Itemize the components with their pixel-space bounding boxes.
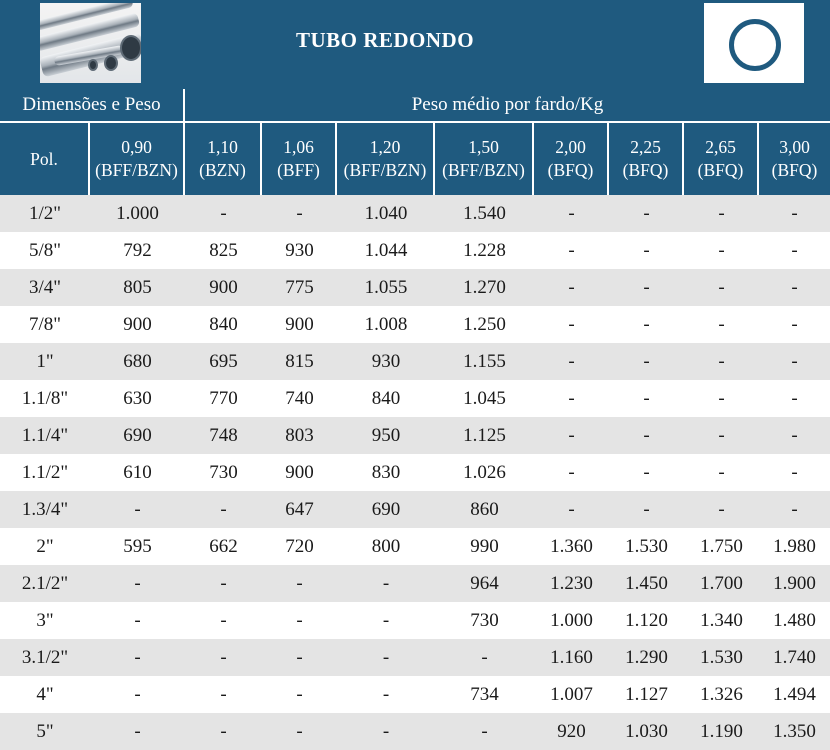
table-cell: 647 [262, 491, 337, 528]
table-cell: 1.450 [609, 565, 684, 602]
column-header-line1: 2,25 [630, 137, 661, 157]
table-cell: - [185, 713, 262, 750]
row-dimension-cell: 5/8" [0, 232, 90, 269]
circle-icon [729, 19, 781, 71]
table-cell: 730 [185, 454, 262, 491]
table-cell: - [684, 269, 759, 306]
table-cell: 990 [435, 528, 534, 565]
table-cell: - [90, 676, 185, 713]
table-cell: - [609, 232, 684, 269]
table-cell: - [262, 713, 337, 750]
column-header-line1: 1,50 [468, 137, 499, 157]
table-cell: 1.326 [684, 676, 759, 713]
table-cell: - [684, 343, 759, 380]
table-cell: 1.230 [534, 565, 609, 602]
table-cell: 690 [90, 417, 185, 454]
table-cell: - [684, 232, 759, 269]
table-cell: - [90, 565, 185, 602]
table-cell: 830 [337, 454, 435, 491]
table-cell: 1.750 [684, 528, 759, 565]
table-cell: 630 [90, 380, 185, 417]
table-cell: - [684, 491, 759, 528]
table-cell: - [759, 417, 830, 454]
table-cell: - [534, 195, 609, 232]
row-dimension-cell: 1.1/8" [0, 380, 90, 417]
weight-header: Peso médio por fardo/Kg [185, 89, 830, 123]
row-dimension-cell: 3.1/2" [0, 639, 90, 676]
row-dimension-cell: 1.3/4" [0, 491, 90, 528]
column-header-line1: 3,00 [779, 137, 810, 157]
column-header-line2: (BZN) [199, 160, 246, 180]
table-cell: - [185, 676, 262, 713]
table-cell: - [90, 713, 185, 750]
column-header-line2: (BFF/BZN) [442, 160, 525, 180]
column-header-line2: (BFF) [277, 160, 320, 180]
column-header-line2: (BFQ) [622, 160, 669, 180]
table-cell: - [262, 602, 337, 639]
table-cell: 900 [262, 454, 337, 491]
table-cell: - [185, 602, 262, 639]
table-cell: 792 [90, 232, 185, 269]
table-cell: 900 [185, 269, 262, 306]
table-cell: 815 [262, 343, 337, 380]
table-cell: - [609, 454, 684, 491]
table-cell: - [185, 639, 262, 676]
table-cell: 1.190 [684, 713, 759, 750]
row-dimension-cell: 1" [0, 343, 90, 380]
column-header-line1: Pol. [30, 148, 58, 169]
table-cell: - [435, 713, 534, 750]
table-cell: 900 [262, 306, 337, 343]
page-title: TUBO REDONDO [295, 28, 475, 52]
table-cell: 595 [90, 528, 185, 565]
table-cell: - [534, 343, 609, 380]
table-cell: - [534, 269, 609, 306]
table-cell: 1.900 [759, 565, 830, 602]
column-header-line1: 1,20 [369, 137, 401, 157]
table-cell: - [90, 602, 185, 639]
table-cell: - [759, 195, 830, 232]
table-cell: - [262, 565, 337, 602]
column-header-line1: 1,10 [207, 137, 238, 157]
dimensions-header: Dimensões e Peso [0, 89, 185, 123]
table-cell: 730 [435, 602, 534, 639]
column-header-line1: 2,00 [555, 137, 586, 157]
table-cell: - [609, 417, 684, 454]
table-cell: - [609, 380, 684, 417]
table-cell: - [435, 639, 534, 676]
table-cell: - [534, 232, 609, 269]
table-cell: 950 [337, 417, 435, 454]
table-cell: - [337, 602, 435, 639]
table-cell: 720 [262, 528, 337, 565]
table-cell: - [534, 306, 609, 343]
row-dimension-cell: 2.1/2" [0, 565, 90, 602]
table-cell: 1.030 [609, 713, 684, 750]
table-cell: 1.540 [435, 195, 534, 232]
table-cell: - [609, 269, 684, 306]
table-cell: 1.044 [337, 232, 435, 269]
table-cell: - [185, 195, 262, 232]
table-cell: - [759, 491, 830, 528]
table-cell: 825 [185, 232, 262, 269]
table-cell: - [337, 713, 435, 750]
table-cell: - [759, 343, 830, 380]
row-dimension-cell: 3/4" [0, 269, 90, 306]
table-cell: - [684, 454, 759, 491]
table-cell: 1.120 [609, 602, 684, 639]
column-header-0 [0, 123, 90, 195]
table-cell: - [684, 417, 759, 454]
table-cell: 1.360 [534, 528, 609, 565]
table-cell: - [609, 306, 684, 343]
table-cell: 690 [337, 491, 435, 528]
row-dimension-cell: 1.1/4" [0, 417, 90, 454]
column-header-line2: (BFQ) [697, 160, 744, 180]
table-cell: 680 [90, 343, 185, 380]
row-dimension-cell: 1/2" [0, 195, 90, 232]
table-cell: 1.000 [534, 602, 609, 639]
table-cell: 930 [337, 343, 435, 380]
row-dimension-cell: 2" [0, 528, 90, 565]
title-banner [0, 0, 830, 89]
column-header-6 [534, 123, 609, 195]
column-header-line2: (BFF/BZN) [95, 160, 178, 180]
table-cell: - [534, 491, 609, 528]
table-cell: - [90, 491, 185, 528]
table-cell: 1.228 [435, 232, 534, 269]
table-cell: 1.007 [534, 676, 609, 713]
table-cell: 1.980 [759, 528, 830, 565]
table-cell: 662 [185, 528, 262, 565]
table-cell: - [534, 380, 609, 417]
table-cell: 1.008 [337, 306, 435, 343]
table-cell: 1.270 [435, 269, 534, 306]
column-header-line2: (BFQ) [547, 160, 594, 180]
table-cell: 770 [185, 380, 262, 417]
table-cell: 1.125 [435, 417, 534, 454]
table-cell: 964 [435, 565, 534, 602]
row-dimension-cell: 1.1/2" [0, 454, 90, 491]
table-cell: - [609, 195, 684, 232]
table-cell: - [609, 491, 684, 528]
table-cell: - [90, 639, 185, 676]
table-cell: - [684, 380, 759, 417]
column-header-8 [684, 123, 759, 195]
table-cell: - [185, 565, 262, 602]
table-cell: 740 [262, 380, 337, 417]
row-dimension-cell: 3" [0, 602, 90, 639]
table-cell: 920 [534, 713, 609, 750]
table-cell: - [759, 269, 830, 306]
table-cell: 1.350 [759, 713, 830, 750]
column-header-line2: (BFF/BZN) [343, 160, 427, 180]
table-cell: - [609, 343, 684, 380]
table-cell: 1.740 [759, 639, 830, 676]
table-cell: 1.040 [337, 195, 435, 232]
table-cell: 1.155 [435, 343, 534, 380]
round-tube-icon-box [704, 3, 804, 83]
table-cell: - [534, 417, 609, 454]
column-header-1 [90, 123, 185, 195]
table-cell: 1.700 [684, 565, 759, 602]
table-cell: - [185, 491, 262, 528]
table-cell: - [337, 639, 435, 676]
column-header-line2: (BFQ) [771, 160, 818, 180]
table-cell: 1.340 [684, 602, 759, 639]
table-cell: 734 [435, 676, 534, 713]
table-cell: 805 [90, 269, 185, 306]
table-cell: 610 [90, 454, 185, 491]
table-cell: 840 [337, 380, 435, 417]
table-cell: 1.250 [435, 306, 534, 343]
table-cell: 930 [262, 232, 337, 269]
column-header-2 [185, 123, 262, 195]
table-cell: 860 [435, 491, 534, 528]
table-cell: 900 [90, 306, 185, 343]
table-cell: - [684, 306, 759, 343]
column-header-line1: 0,90 [121, 137, 152, 157]
table-cell: 695 [185, 343, 262, 380]
column-header-line1: 2,65 [705, 137, 736, 157]
table-cell: 1.160 [534, 639, 609, 676]
table-cell: 1.026 [435, 454, 534, 491]
table-cell: - [262, 639, 337, 676]
table-cell: 800 [337, 528, 435, 565]
table-cell: 840 [185, 306, 262, 343]
table-cell: 775 [262, 269, 337, 306]
column-header-3 [262, 123, 337, 195]
column-header-5 [435, 123, 534, 195]
row-dimension-cell: 4" [0, 676, 90, 713]
table-cell: 1.494 [759, 676, 830, 713]
table-cell: 748 [185, 417, 262, 454]
table-cell: - [759, 306, 830, 343]
table-cell: 1.530 [609, 528, 684, 565]
table-cell: - [684, 195, 759, 232]
row-dimension-cell: 7/8" [0, 306, 90, 343]
table-cell: - [759, 232, 830, 269]
column-header-line1: 1,06 [283, 137, 314, 157]
table-cell: 803 [262, 417, 337, 454]
row-dimension-cell: 5" [0, 713, 90, 750]
table-cell: 1.530 [684, 639, 759, 676]
table-cell: - [759, 454, 830, 491]
table-cell: 1.290 [609, 639, 684, 676]
table-cell: - [337, 565, 435, 602]
table-cell: - [262, 676, 337, 713]
table-cell: 1.127 [609, 676, 684, 713]
table-cell: - [534, 454, 609, 491]
table-cell: 1.000 [90, 195, 185, 232]
table-cell: - [262, 195, 337, 232]
pipes-photo [40, 3, 141, 83]
table-cell: 1.055 [337, 269, 435, 306]
column-header-4 [337, 123, 435, 195]
table-cell: - [759, 380, 830, 417]
table-cell: - [337, 676, 435, 713]
table-cell: 1.045 [435, 380, 534, 417]
column-header-9 [759, 123, 830, 195]
table-cell: 1.480 [759, 602, 830, 639]
column-header-7 [609, 123, 684, 195]
